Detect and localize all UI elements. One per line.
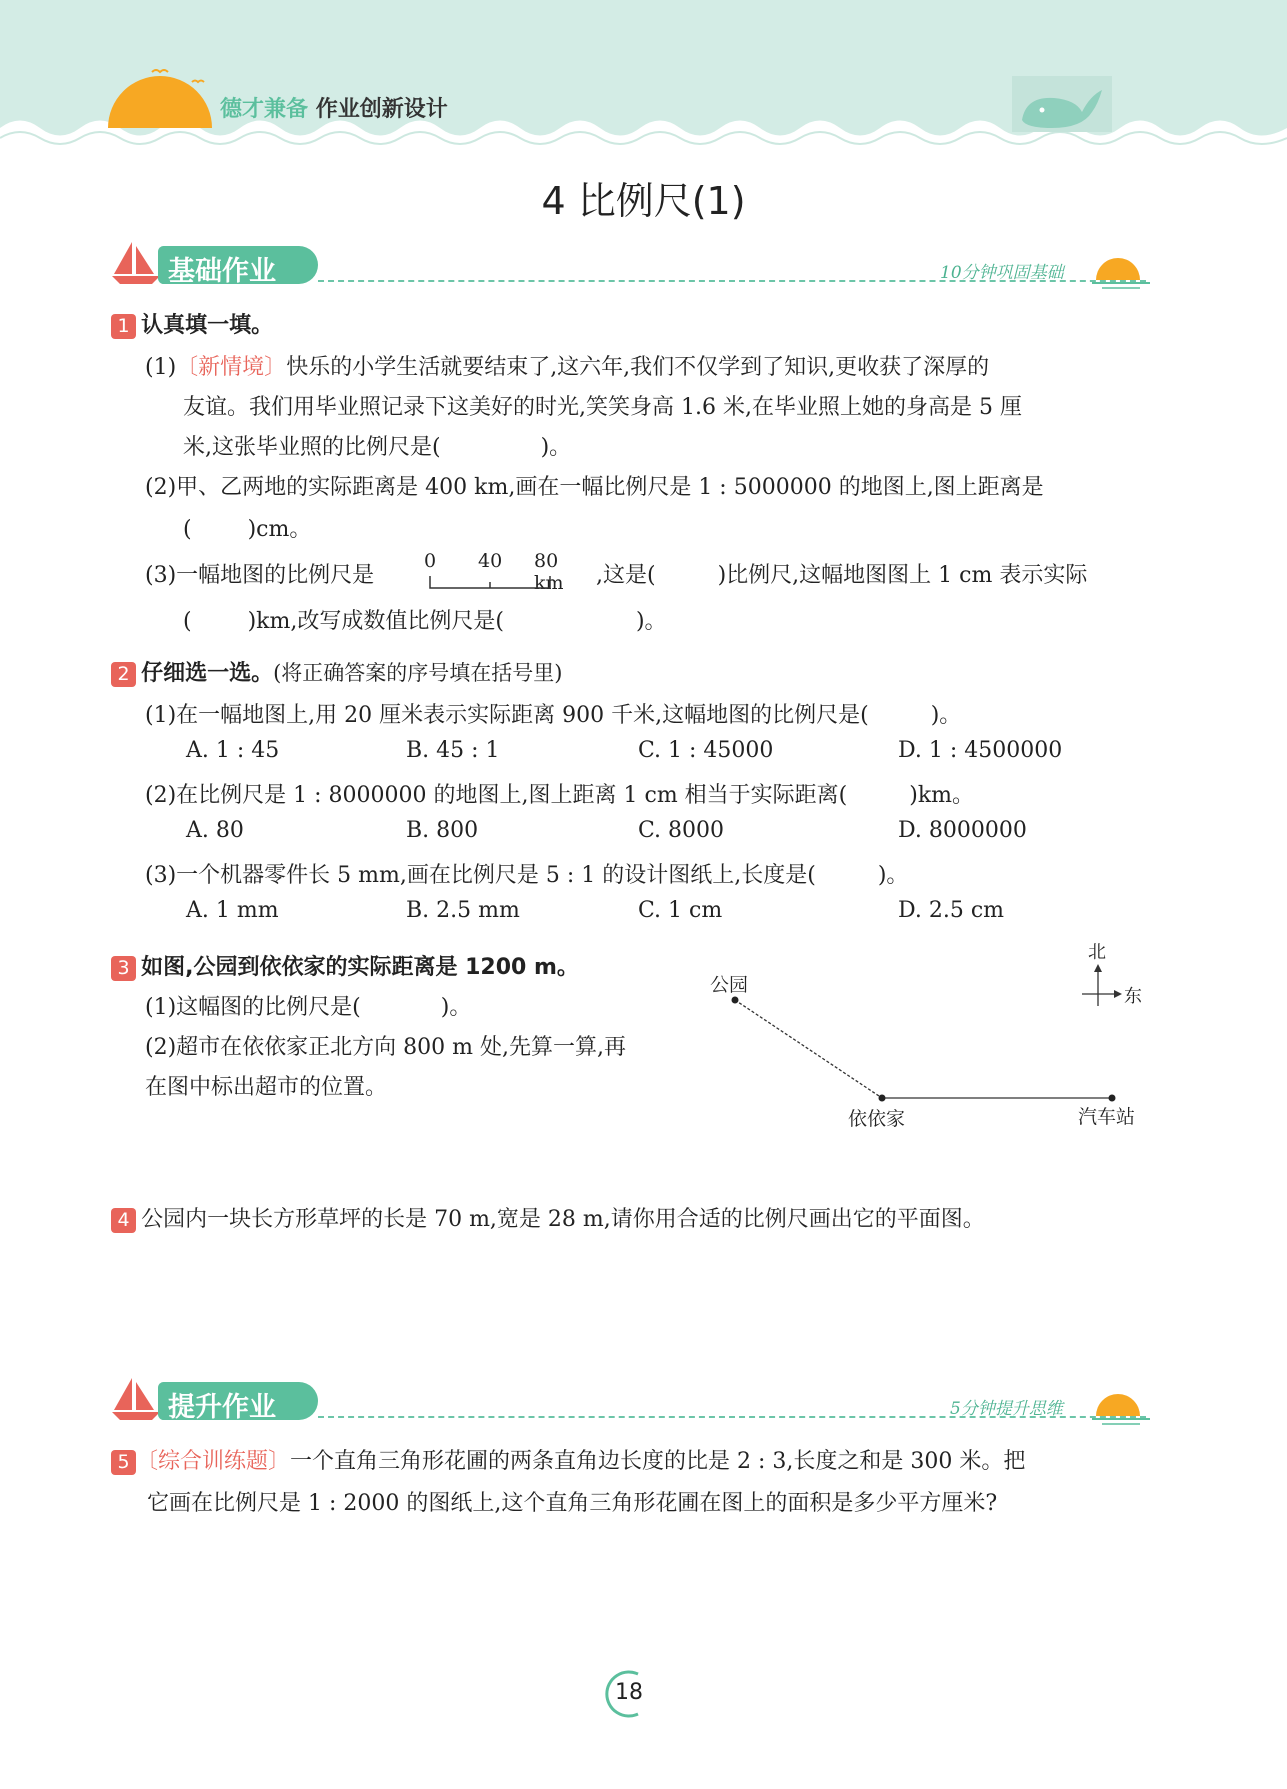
text: )。 [540, 435, 572, 460]
question-number: 4 [111, 1208, 136, 1233]
map-label-station: 汽车站 [1078, 1106, 1136, 1128]
text: (1)在一幅地图上,用 20 厘米表示实际距离 900 千米,这幅地图的比例尺是( [145, 703, 869, 728]
text: )比例尺,这幅地图图上 1 cm 表示实际 [717, 563, 1088, 588]
option-c[interactable]: C. 8000 [638, 818, 725, 843]
section-tagline-advanced: 5分钟提升思维 [950, 1399, 1063, 1419]
q3-map[interactable] [700, 944, 1160, 1134]
q1-part2-line1: (2)甲、乙两地的实际距离是 400 km,画在一幅比例尺是 1 : 5000000 的地图上,图上距离是 [145, 475, 1044, 500]
text: (1)这幅图的比例尺是( [145, 995, 361, 1020]
park-point [732, 997, 739, 1004]
text: ,这是( [596, 563, 656, 588]
series-title-dark: 作业创新设计 [315, 96, 448, 122]
text: ( [183, 609, 192, 634]
text: (3)一个机器零件长 5 mm,画在比例尺是 5 : 1 的设计图纸上,长度是( [145, 863, 816, 888]
question-3-header [111, 950, 579, 981]
option-b[interactable]: B. 800 [406, 818, 479, 843]
text: )。 [440, 995, 472, 1020]
text: 米,这张毕业照的比例尺是( [183, 435, 441, 460]
section-banner-basic [158, 246, 318, 287]
context-tag: 〔新情境〕 [176, 355, 287, 380]
text: )cm。 [247, 517, 312, 542]
option-a[interactable]: A. 80 [186, 818, 244, 843]
text: )km,改写成数值比例尺是( [247, 609, 504, 634]
sailboat-icon [110, 1376, 162, 1422]
scale-tick-label: 80 km [534, 550, 564, 594]
sun-icon [1092, 1386, 1150, 1426]
q1-part1-line3 [183, 430, 571, 461]
option-d[interactable]: D. 2.5 cm [898, 898, 1005, 923]
option-c[interactable]: C. 1 cm [638, 898, 723, 923]
map-label-home: 依依家 [848, 1108, 906, 1130]
series-title [220, 92, 448, 123]
q3-part2-line1: (2)超市在依依家正北方向 800 m 处,先算一算,再 [145, 1035, 626, 1060]
question-number: 1 [111, 314, 136, 339]
question-title: 如图,公园到依依家的实际距离是 1200 m。 [141, 955, 579, 980]
question-number: 3 [111, 956, 136, 981]
section-label-advanced: 提升作业 [168, 1392, 276, 1423]
q3-part1 [145, 990, 471, 1021]
q1-part1-line2: 友谊。我们用毕业照记录下这美好的时光,笑笑身高 1.6 米,在毕业照上她的身高是 5 厘 [183, 395, 1022, 420]
question-text: 公园内一块长方形草坪的长是 70 m,宽是 28 m,请你用合适的比例尺画出它的平面图。 [141, 1207, 985, 1232]
text: )km。 [909, 783, 975, 808]
q1-part1-line1 [145, 350, 989, 381]
map-label-park: 公园 [710, 974, 749, 996]
question-4 [111, 1202, 985, 1233]
text: (2)在比例尺是 1 : 8000000 的地图上,图上距离 1 cm 相当于实际距离( [145, 783, 848, 808]
sailboat-icon [110, 240, 162, 286]
question-title: 仔细选一选。 [141, 661, 274, 686]
question-title: 认真填一填。 [141, 313, 274, 338]
text: 快乐的小学生活就要结束了,这六年,我们不仅学到了知识,更收获了深厚的 [286, 355, 990, 380]
page-title: 4 比例尺(1) [541, 179, 746, 223]
q1-part3-prefix: (3)一幅地图的比例尺是 [145, 563, 375, 588]
compass-east: 东 [1124, 986, 1142, 1007]
section-banner-advanced [158, 1382, 318, 1423]
question-2-header [111, 656, 563, 687]
option-d[interactable]: D. 8000000 [898, 818, 1027, 843]
question-5-line2: 它画在比例尺是 1 : 2000 的图纸上,这个直角三角形花圃在图上的面积是多少平方厘米? [147, 1491, 998, 1516]
option-b[interactable]: B. 2.5 mm [406, 898, 520, 923]
question-5-line1 [111, 1444, 1025, 1475]
sun-icon [100, 60, 220, 132]
option-d[interactable]: D. 1 : 4500000 [898, 738, 1063, 763]
compass-north: 北 [1088, 942, 1106, 963]
section-label-basic: 基础作业 [168, 256, 276, 287]
q2-part1 [145, 698, 961, 729]
q1-part3-line2 [183, 604, 667, 635]
q1-part2-line2 [183, 512, 311, 543]
text: )。 [635, 609, 667, 634]
q2-part2 [145, 778, 974, 809]
question-number: 5 [111, 1450, 136, 1475]
text: ( [183, 517, 192, 542]
scale-bar [422, 576, 562, 592]
question-hint: (将正确答案的序号填在括号里) [273, 661, 563, 685]
q3-part2-line2: 在图中标出超市的位置。 [145, 1075, 388, 1100]
line-scale [422, 550, 592, 594]
section-tagline-basic: 10分钟巩固基础 [940, 263, 1064, 283]
page-number: 18 [615, 1680, 643, 1705]
station-point [1109, 1095, 1116, 1102]
compass-icon [1082, 964, 1122, 1006]
context-tag: 〔综合训练题〕 [136, 1449, 291, 1474]
question-number: 2 [111, 662, 136, 687]
question-1-header [111, 308, 273, 339]
scale-tick-label: 40 [478, 550, 503, 572]
option-c[interactable]: C. 1 : 45000 [638, 738, 774, 763]
scale-tick-label: 0 [424, 550, 437, 572]
option-a[interactable]: A. 1 : 45 [186, 738, 280, 763]
series-title-green: 德才兼备 [220, 96, 309, 122]
home-point [879, 1095, 886, 1102]
part-prefix: (1) [145, 355, 177, 380]
q2-part3 [145, 858, 908, 889]
q1-part3-rest [596, 558, 1087, 589]
option-b[interactable]: B. 45 : 1 [406, 738, 500, 763]
text: )。 [877, 863, 909, 888]
sun-icon [1092, 250, 1150, 290]
text: 一个直角三角形花圃的两条直角边长度的比是 2 : 3,长度之和是 300 米。把 [290, 1449, 1026, 1474]
option-a[interactable]: A. 1 mm [186, 898, 279, 923]
q4-drawing-area[interactable] [145, 1246, 1145, 1346]
whale-icon [1012, 76, 1112, 132]
text: )。 [930, 703, 962, 728]
